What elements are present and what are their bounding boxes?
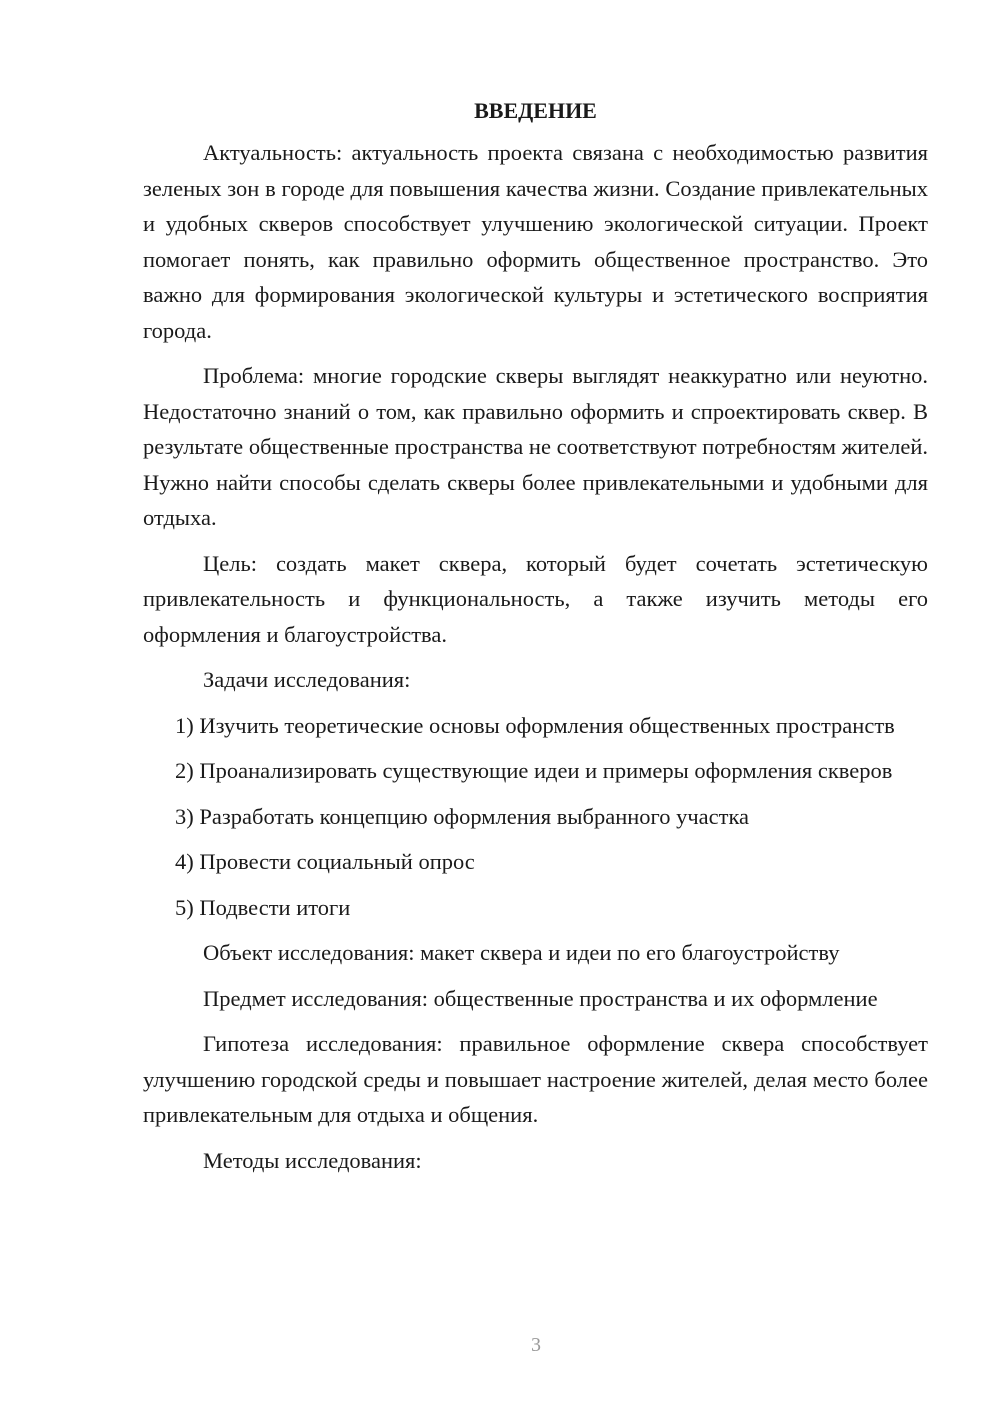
task-item: 4) Провести социальный опрос	[175, 849, 475, 874]
subject-paragraph: Предмет исследования: общественные пространства и их оформление	[203, 985, 878, 1011]
problem-paragraph: Проблема: многие городские скверы выглядят неаккуратно или неуютно. Недостаточно знаний о том, как правильно оформить и спроектировать сквер. В результате общественные пространства не соответствуют потребностям жителей. Нужно найти способы сделать скверы более привлекательными и удобными для отдыха.	[143, 363, 928, 530]
task-item: 2) Проанализировать существующие идеи и примеры оформления скверов	[175, 758, 893, 783]
object-paragraph: Объект исследования: макет сквера и идеи по его благоустройству	[203, 940, 840, 965]
page-number: 3	[531, 1334, 541, 1356]
document-body	[143, 96, 928, 1188]
task-item: 5) Подвести итоги	[175, 894, 351, 920]
hypothesis-paragraph: Гипотеза исследования: правильное оформление сквера способствует улучшению городской среды и повышает настроение жителей, делая место более привлекательным для отдыха и общения.	[143, 1031, 928, 1127]
task-item: 1) Изучить теоретические основы оформления общественных пространств	[175, 712, 895, 738]
tasks-heading: Задачи исследования:	[203, 667, 411, 692]
relevance-paragraph: Актуальность: актуальность проекта связана с необходимостью развития зеленых зон в городе для повышения качества жизни. Создание привлекательных и удобных скверов способствует улучшению экологической ситуации. Проект помогает понять, как правильно оформить общественное пространство. Это важно для формирования экологической культуры и эстетического восприятия города.	[143, 140, 928, 343]
methods-heading: Методы исследования:	[203, 1147, 422, 1173]
goal-paragraph: Цель: создать макет сквера, который будет сочетать эстетическую привлекательность и функциональность, а также изучить методы его оформления и благоустройства.	[143, 550, 928, 647]
page-title: ВВЕДЕНИЕ	[474, 98, 597, 123]
task-item: 3) Разработать концепцию оформления выбранного участка	[175, 803, 750, 829]
